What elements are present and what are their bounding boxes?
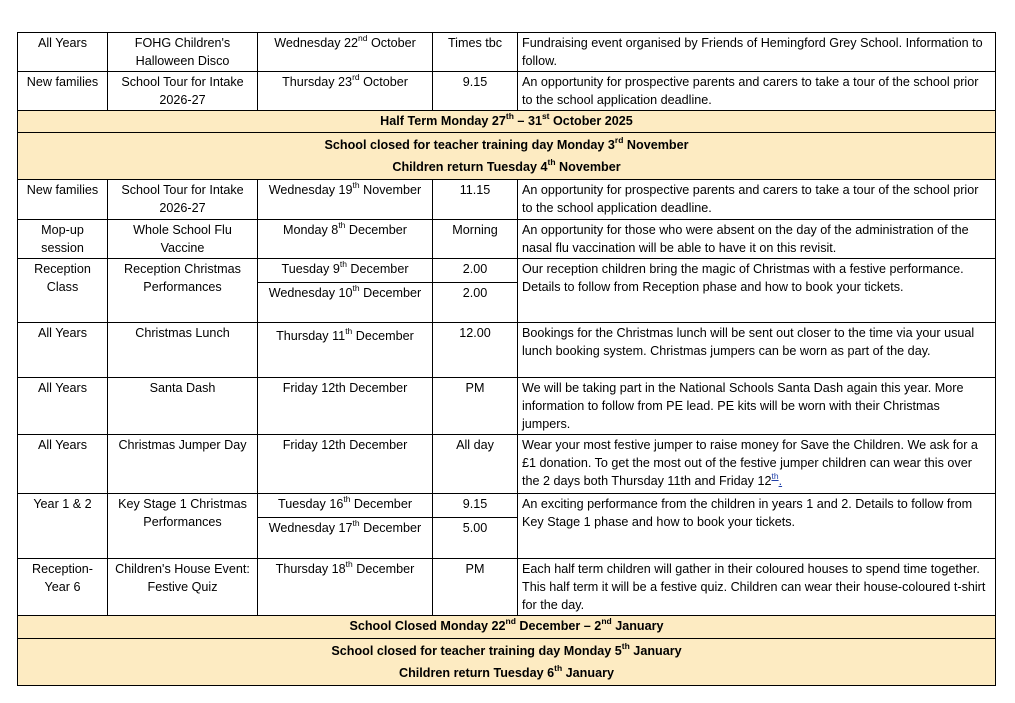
events-calendar-table <box>17 32 996 686</box>
event-cell: School Tour for Intake 2026-27 <box>108 72 258 111</box>
details-cell: We will be taking part in the National Schools Santa Dash again this year. More information to follow from PE lead. PE kits will be worn with their Christmas jumpers. <box>518 378 996 435</box>
training-day-banner: School closed for teacher training day Monday 3rd November Children return Tuesday 4th November <box>18 133 996 180</box>
date-cell: Wednesday 22nd October <box>258 33 433 72</box>
banner-row <box>18 111 996 133</box>
table-row <box>18 72 996 111</box>
details-cell: An exciting performance from the children in years 1 and 2. Details to follow from Key Stage 1 phase and how to book your tickets. <box>518 494 996 559</box>
event-cell: Christmas Lunch <box>108 323 258 378</box>
date-cell: Thursday 18th December <box>258 559 433 616</box>
table-row <box>18 378 996 435</box>
audience-cell: All Years <box>18 435 108 494</box>
time-cell: 5.00 <box>433 518 518 559</box>
table-row <box>18 494 996 518</box>
audience-cell: New families <box>18 180 108 220</box>
event-cell: School Tour for Intake 2026-27 <box>108 180 258 220</box>
audience-cell: All Years <box>18 323 108 378</box>
date-cell: Wednesday 19th November <box>258 180 433 220</box>
audience-cell: Reception Class <box>18 259 108 323</box>
date-cell: Friday 12th December <box>258 435 433 494</box>
audience-cell: New families <box>18 72 108 111</box>
date-cell: Thursday 23rd October <box>258 72 433 111</box>
event-cell: Reception Christmas Performances <box>108 259 258 323</box>
date-cell: Friday 12th December <box>258 378 433 435</box>
details-cell: An opportunity for prospective parents and carers to take a tour of the school prior to the school application deadline. <box>518 72 996 111</box>
event-cell: Children's House Event: Festive Quiz <box>108 559 258 616</box>
table-row <box>18 180 996 220</box>
time-cell: 2.00 <box>433 283 518 323</box>
date-cell: Wednesday 17th December <box>258 518 433 559</box>
banner-row <box>18 639 996 686</box>
details-cell: Fundraising event organised by Friends of Hemingford Grey School. Information to follow. <box>518 33 996 72</box>
school-closed-banner: School Closed Monday 22nd December – 2nd January <box>18 616 996 639</box>
time-cell: Morning <box>433 220 518 259</box>
event-cell: Christmas Jumper Day <box>108 435 258 494</box>
time-cell: 12.00 <box>433 323 518 378</box>
banner-row <box>18 616 996 639</box>
audience-cell: All Years <box>18 378 108 435</box>
time-cell: 9.15 <box>433 494 518 518</box>
time-cell: All day <box>433 435 518 494</box>
audience-cell: Year 1 & 2 <box>18 494 108 559</box>
table-row <box>18 323 996 378</box>
audience-cell: Reception-Year 6 <box>18 559 108 616</box>
table-row <box>18 220 996 259</box>
date-cell: Thursday 11th December <box>258 323 433 378</box>
date-cell: Wednesday 10th December <box>258 283 433 323</box>
details-cell: Bookings for the Christmas lunch will be sent out closer to the time via your usual lunch booking system. Christmas jumpers can be worn as part of the day. <box>518 323 996 378</box>
date-cell: Tuesday 16th December <box>258 494 433 518</box>
event-cell: FOHG Children's Halloween Disco <box>108 33 258 72</box>
time-cell: 2.00 <box>433 259 518 283</box>
table-row <box>18 33 996 72</box>
table-row <box>18 259 996 283</box>
table-row <box>18 559 996 616</box>
banner-row <box>18 133 996 180</box>
time-cell: 11.15 <box>433 180 518 220</box>
details-cell: Our reception children bring the magic of Christmas with a festive performance. Details to follow from Reception phase and how to book your tickets. <box>518 259 996 323</box>
date-cell: Monday 8th December <box>258 220 433 259</box>
event-cell: Whole School Flu Vaccine <box>108 220 258 259</box>
audience-cell: Mop-up session <box>18 220 108 259</box>
event-cell: Key Stage 1 Christmas Performances <box>108 494 258 559</box>
date-cell: Tuesday 9th December <box>258 259 433 283</box>
event-cell: Santa Dash <box>108 378 258 435</box>
half-term-banner: Half Term Monday 27th – 31st October 2025 <box>18 111 996 133</box>
training-day-banner: School closed for teacher training day Monday 5th January Children return Tuesday 6th January <box>18 639 996 686</box>
time-cell: Times tbc <box>433 33 518 72</box>
details-cell: An opportunity for prospective parents and carers to take a tour of the school prior to the school application deadline. <box>518 180 996 220</box>
details-cell: An opportunity for those who were absent on the day of the administration of the nasal flu vaccination will be able to have it on this revisit. <box>518 220 996 259</box>
time-cell: PM <box>433 378 518 435</box>
audience-cell: All Years <box>18 33 108 72</box>
table-row <box>18 435 996 494</box>
details-cell: Wear your most festive jumper to raise money for Save the Children. We ask for a £1 donation. To get the most out of the festive jumper children can wear this over the 2 days both Thursday 11th and Friday 12th. <box>518 435 996 494</box>
time-cell: PM <box>433 559 518 616</box>
time-cell: 9.15 <box>433 72 518 111</box>
details-cell: Each half term children will gather in their coloured houses to spend time together. This half term it will be a festive quiz. Children can wear their house-coloured t-shirt for the day. <box>518 559 996 616</box>
